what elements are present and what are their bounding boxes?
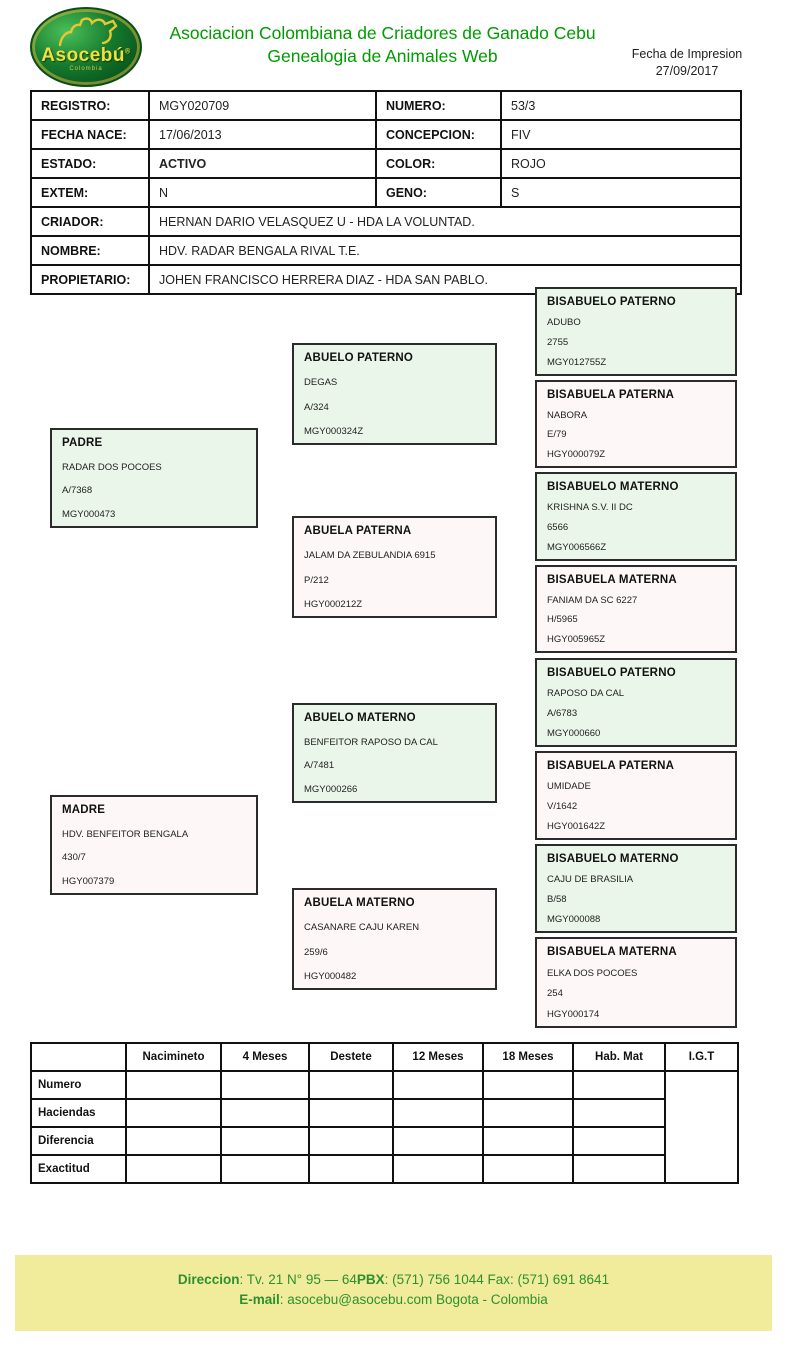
perf-cell	[393, 1071, 483, 1099]
pedigree-box-title: BISABUELO PATERNO	[547, 667, 676, 679]
animal-number: P/212	[304, 574, 329, 586]
perf-cell	[393, 1099, 483, 1127]
print-date-label: Fecha de Impresion	[631, 47, 743, 61]
animal-registry: HGY005965Z	[547, 633, 606, 645]
animal-number: H/5965	[547, 614, 578, 626]
pedigree-box-abuela-paterna	[292, 516, 497, 618]
animal-name: DEGAS	[304, 377, 338, 389]
performance-table	[30, 1042, 739, 1184]
logo-brand-text	[30, 45, 142, 67]
perf-row-exactitud	[31, 1155, 738, 1183]
pedigree-box-title: BISABUELO PATERNO	[547, 296, 676, 308]
perf-row-numero	[31, 1071, 738, 1099]
nombre-label: NOMBRE:	[31, 236, 149, 265]
registro-value: MGY020709	[149, 91, 376, 120]
perf-cell	[483, 1071, 573, 1099]
perf-header-nacimineto: Nacimineto	[126, 1043, 221, 1071]
perf-igt-cell	[665, 1071, 738, 1183]
extem-label: EXTEM:	[31, 178, 149, 207]
direccion-label: Direccion	[177, 1272, 240, 1287]
animal-name: CASANARE CAJU KAREN	[304, 922, 420, 934]
perf-cell	[483, 1099, 573, 1127]
animal-registry: MGY000660	[547, 728, 601, 739]
animal-name: ELKA DOS POCOES	[547, 967, 638, 979]
animal-info-table	[30, 90, 742, 295]
animal-registry: MGY000088	[547, 914, 601, 925]
pbx-label: PBX	[356, 1272, 385, 1287]
geno-label: GENO:	[376, 178, 501, 207]
animal-name: CAJU DE BRASILIA	[547, 874, 634, 885]
info-row-extem	[31, 178, 741, 207]
pedigree-box-title: BISABUELA PATERNA	[547, 389, 675, 401]
animal-number: V/1642	[547, 801, 578, 812]
animal-registry: MGY012755Z	[547, 357, 607, 368]
title-line-1: Asociacion Colombiana de Criadores de Ganado Cebu	[169, 23, 596, 43]
pedigree-box-title: BISABUELO MATERNO	[547, 481, 679, 493]
perf-header-18meses: 18 Meses	[483, 1043, 573, 1071]
logo-sub-text: Colombia	[69, 66, 103, 72]
color-label: COLOR:	[376, 149, 501, 178]
email-label: E-mail	[239, 1292, 280, 1307]
pedigree-box-bisabuela-2	[535, 380, 737, 468]
info-row-estado	[31, 149, 741, 178]
perf-cell	[126, 1071, 221, 1099]
perf-cell	[126, 1099, 221, 1127]
animal-number: B/58	[547, 894, 567, 905]
perf-cell	[483, 1155, 573, 1183]
animal-name: KRISHNA S.V. II DC	[547, 502, 633, 513]
perf-cell	[573, 1127, 665, 1155]
perf-row-label: Exactitud	[31, 1155, 126, 1183]
pedigree-box-title: BISABUELA PATERNA	[547, 760, 675, 772]
animal-name: FANIAM DA SC 6227	[547, 594, 638, 606]
nombre-value: HDV. RADAR BENGALA RIVAL T.E.	[149, 236, 741, 265]
fecha-nace-value: 17/06/2013	[149, 120, 376, 149]
animal-registry: MGY000324Z	[304, 425, 364, 437]
pedigree-box-title: MADRE	[62, 804, 106, 816]
animal-number: 6566	[547, 522, 569, 533]
animal-name: NABORA	[547, 409, 588, 421]
animal-number: 259/6	[304, 946, 328, 958]
pedigree-box-bisabuelo-5	[535, 658, 737, 747]
animal-number: 2755	[547, 337, 569, 348]
perf-cell	[573, 1099, 665, 1127]
criador-value: HERNAN DARIO VELASQUEZ U - HDA LA VOLUNTAD.	[149, 207, 741, 236]
pedigree-box-title: BISABUELA MATERNA	[547, 946, 677, 958]
email-value: : asocebu@asocebu.com Bogota - Colombia	[279, 1292, 548, 1307]
perf-header-destete: Destete	[309, 1043, 393, 1071]
animal-name: ADUBO	[547, 317, 581, 328]
extem-value: N	[149, 178, 376, 207]
pedigree-box-bisabuelo-3	[535, 472, 737, 561]
animal-name: RAPOSO DA CAL	[547, 688, 625, 699]
pedigree-box-madre	[50, 795, 258, 895]
perf-cell	[221, 1099, 309, 1127]
perf-cell	[309, 1127, 393, 1155]
info-row-nombre	[31, 236, 741, 265]
perf-header-igt: I.G.T	[665, 1043, 738, 1071]
pedigree-box-title: ABUELA MATERNO	[304, 897, 415, 909]
estado-label: ESTADO:	[31, 149, 149, 178]
animal-number: A/6783	[547, 708, 578, 719]
animal-registry: HGY000079Z	[547, 448, 606, 460]
perf-cell	[573, 1071, 665, 1099]
perf-cell	[126, 1155, 221, 1183]
perf-cell	[393, 1155, 483, 1183]
perf-row-diferencia	[31, 1127, 738, 1155]
pedigree-box-bisabuela-4	[535, 565, 737, 653]
animal-number: A/324	[304, 401, 329, 413]
perf-cell	[573, 1155, 665, 1183]
fecha-nace-label: FECHA NACE:	[31, 120, 149, 149]
perf-cell	[221, 1127, 309, 1155]
criador-label: CRIADOR:	[31, 207, 149, 236]
animal-registry: HGY000482	[304, 970, 357, 982]
pedigree-box-abuela-materna	[292, 888, 497, 990]
pedigree-box-title: BISABUELA MATERNA	[547, 574, 677, 586]
animal-name: UMIDADE	[547, 781, 591, 792]
pedigree-box-padre	[50, 428, 258, 528]
print-date-value: 27/09/2017	[655, 64, 719, 78]
animal-registry: MGY006566Z	[547, 542, 607, 553]
concepcion-label: CONCEPCION:	[376, 120, 501, 149]
info-row-fecha	[31, 120, 741, 149]
propietario-label: PROPIETARIO:	[31, 265, 149, 294]
perf-cell	[309, 1155, 393, 1183]
perf-row-haciendas	[31, 1099, 738, 1127]
animal-registry: HGY000212Z	[304, 598, 363, 610]
pedigree-box-title: PADRE	[62, 437, 103, 449]
perf-cell	[309, 1071, 393, 1099]
propietario-value: JOHEN FRANCISCO HERRERA DIAZ - HDA SAN PABLO.	[149, 265, 741, 294]
pedigree-box-abuelo-materno	[292, 703, 497, 803]
info-row-criador	[31, 207, 741, 236]
perf-cell	[221, 1071, 309, 1099]
numero-value: 53/3	[501, 91, 741, 120]
contact-footer	[15, 1255, 772, 1331]
perf-cell	[483, 1127, 573, 1155]
animal-name: HDV. BENFEITOR BENGALA	[62, 828, 189, 840]
pedigree-box-bisabuelo-1	[535, 287, 737, 376]
info-row-registro	[31, 91, 741, 120]
animal-registry: MGY000266	[304, 783, 358, 795]
animal-number: E/79	[547, 429, 567, 441]
perf-row-label: Numero	[31, 1071, 126, 1099]
logo-registered-mark: ®	[125, 48, 131, 56]
pedigree-box-title: BISABUELO MATERNO	[547, 853, 679, 865]
animal-number: A/7481	[304, 760, 335, 772]
perf-header-4meses: 4 Meses	[221, 1043, 309, 1071]
estado-value-badge: ACTIVO	[149, 149, 376, 178]
print-date-block	[612, 46, 762, 80]
pbx-value: : (571) 756 1044 Fax: (571) 691 8641	[384, 1272, 610, 1287]
pedigree-box-abuelo-paterno	[292, 343, 497, 445]
logo-word: Asocebú	[41, 45, 126, 66]
color-value: ROJO	[501, 149, 741, 178]
pedigree-box-title: ABUELA PATERNA	[304, 525, 412, 537]
geno-value: S	[501, 178, 741, 207]
perf-header-habmat: Hab. Mat	[573, 1043, 665, 1071]
asocebu-logo	[30, 7, 142, 87]
animal-number: A/7368	[62, 485, 93, 497]
pedigree-box-title: ABUELO PATERNO	[304, 352, 414, 364]
animal-name: BENFEITOR RAPOSO DA CAL	[304, 736, 438, 748]
performance-header-row	[31, 1043, 738, 1071]
perf-row-label: Diferencia	[31, 1127, 126, 1155]
animal-name: RADAR DOS POCOES	[62, 461, 162, 473]
perf-cell	[126, 1127, 221, 1155]
pedigree-box-bisabuela-8	[535, 937, 737, 1028]
perf-cell	[221, 1155, 309, 1183]
numero-label: NUMERO:	[376, 91, 501, 120]
pedigree-box-title: ABUELO MATERNO	[304, 712, 416, 724]
pedigree-box-bisabuela-6	[535, 751, 737, 840]
animal-registry: HGY007379	[62, 875, 115, 887]
animal-registry: HGY001642Z	[547, 821, 606, 832]
direccion-value: : Tv. 21 N° 95 — 64	[239, 1272, 357, 1287]
concepcion-value: FIV	[501, 120, 741, 149]
animal-number: 254	[547, 988, 563, 1000]
footer-line-address	[15, 1270, 772, 1290]
footer-line-email	[15, 1290, 772, 1310]
pedigree-box-bisabuelo-7	[535, 844, 737, 933]
perf-cell	[393, 1127, 483, 1155]
animal-number: 430/7	[62, 852, 86, 864]
perf-header-12meses: 12 Meses	[393, 1043, 483, 1071]
perf-cell	[309, 1099, 393, 1127]
page-title	[140, 22, 625, 68]
registro-label: REGISTRO:	[31, 91, 149, 120]
perf-header-blank	[31, 1043, 126, 1071]
perf-row-label: Haciendas	[31, 1099, 126, 1127]
animal-registry: HGY000174	[547, 1008, 600, 1020]
animal-name: JALAM DA ZEBULANDIA 6915	[304, 550, 436, 562]
title-line-2: Genealogia de Animales Web	[267, 46, 498, 66]
animal-registry: MGY000473	[62, 508, 116, 520]
